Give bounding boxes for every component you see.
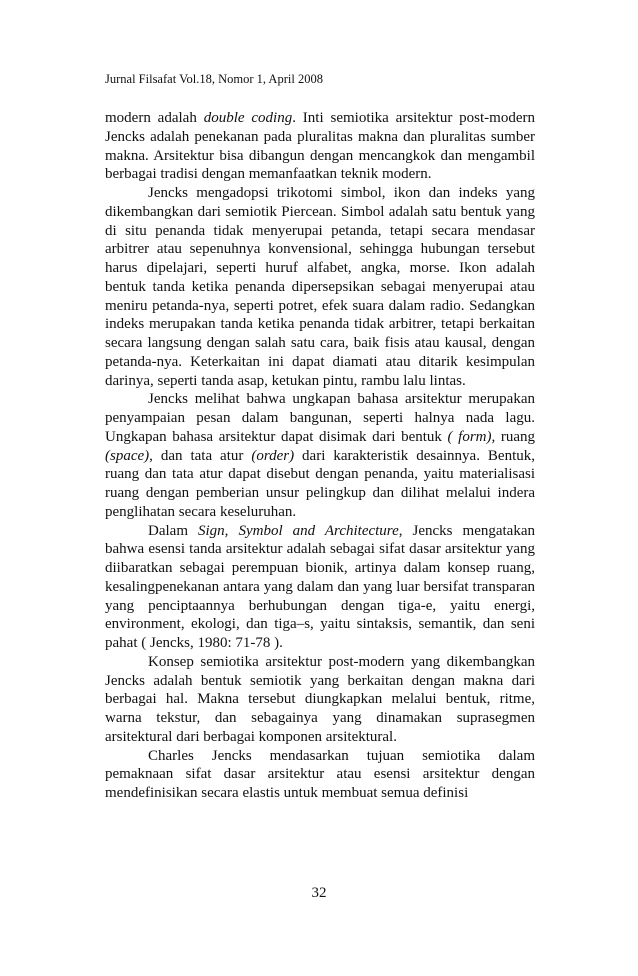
journal-header: Jurnal Filsafat Vol.18, Nomor 1, April 2008 [105,72,323,86]
text-segment: . Inti semiotika arsitektur post-modern Jencks adalah penekanan pada pluralitas makna dan pluralitas sumber makna. Arsitektur bisa dibangun dengan mencangkok dan mengambil berbagai tradisi dengan memanfaatkan teknik modern. [105,110,536,183]
paragraph-3 [105,390,535,521]
article-body [105,109,535,803]
paragraph-2 [105,184,535,390]
text-segment: Konsep semiotika arsitektur post-modern yang dikembangkan Jencks adalah bentuk semiotik yang berkaitan dengan makna dari berbagai hal. Makna tersebut diungkapkan melalui bentuk, ritme, warna tekstur, dan sebagainya yang dinamakan suprasegmen arsitektural dari berbagai komponen arsitektural. [105,653,535,745]
page-number: 32 [311,885,327,901]
text-segment: , dan tata atur [149,447,252,464]
text-segment: , Jencks mengatakan bahwa esensi tanda arsitektur adalah sebagai sifat dasar arsitektur yang diibaratkan sebagai perempuan bionik, artinya dalam konsep ruang, kesalingpenekanan antara yang dalam dan yang luar bersifat transparan yang penciptaannya berhubungan dengan tiga-e, yaitu energi, environment, ekologi, dan tiga–s, yaitu sintaksis, semantik, dan seni pahat ( Jencks, 1980: 71-78 ). [105,522,535,651]
italic-term: (order) [251,447,295,464]
text-segment: Charles Jencks mendasarkan tujuan semiotika dalam pemaknaan sifat dasar arsitektur atau esensi arsitektur dengan mendefinisikan secara elastis untuk membuat semua definisi [105,747,535,801]
text-segment: modern adalah [105,110,204,126]
italic-term: (space) [105,447,150,464]
text-segment: Jencks mengadopsi trikotomi simbol, ikon dan indeks yang dikembangkan dari semiotik Piercean. Simbol adalah satu bentuk yang di situ penanda tidak menyerupai petanda, tetapi secara mendasar arbitrer atau sepenuhnya konvensional, sehingga hubungan tersebut harus dipelajari, seperti huruf alfabet, angka, morse. Ikon adalah bentuk tanda ketika penanda dipersepsikan sebagai menyerupai atau meniru petanda-nya, seperti potret, efek suara dalam radio. Sedangkan indeks merupakan tanda ketika penanda tidak arbitrer, tetapi berkaitan secara langsung dengan salah satu cara, baik fisis atau kausal, dengan petanda-nya. Keterkaitan ini dapat diamati atau ditarik kesimpulan darinya, seperti tanda asap, ketukan pintu, rambu lalu lintas. [105,185,535,389]
italic-term: ( form), [447,428,496,445]
italic-book-title: Sign, Symbol and Architecture [198,522,399,539]
paragraph-6 [105,747,535,803]
italic-term: double coding [203,110,293,126]
text-segment: dari karakteristik desainnya. Bentuk, ruang dan tata atur dapat disebut dengan penanda, yaitu materialisasi ruang dengan pemberian unsur pelingkup dan dilihat melalui indera penglihatan secara keseluruhan. [105,447,535,520]
paragraph-4 [105,522,535,653]
text-segment: Jencks melihat bahwa ungkapan bahasa arsitektur merupakan penyampaian pesan dalam bangunan, seperti halnya nada lagu. Ungkapan bahasa arsitektur dapat disimak dari bentuk [105,391,535,445]
text-segment: ruang [495,428,536,445]
paragraph-5 [105,653,535,747]
text-segment: Dalam [148,522,199,539]
paragraph-1 [105,109,535,184]
